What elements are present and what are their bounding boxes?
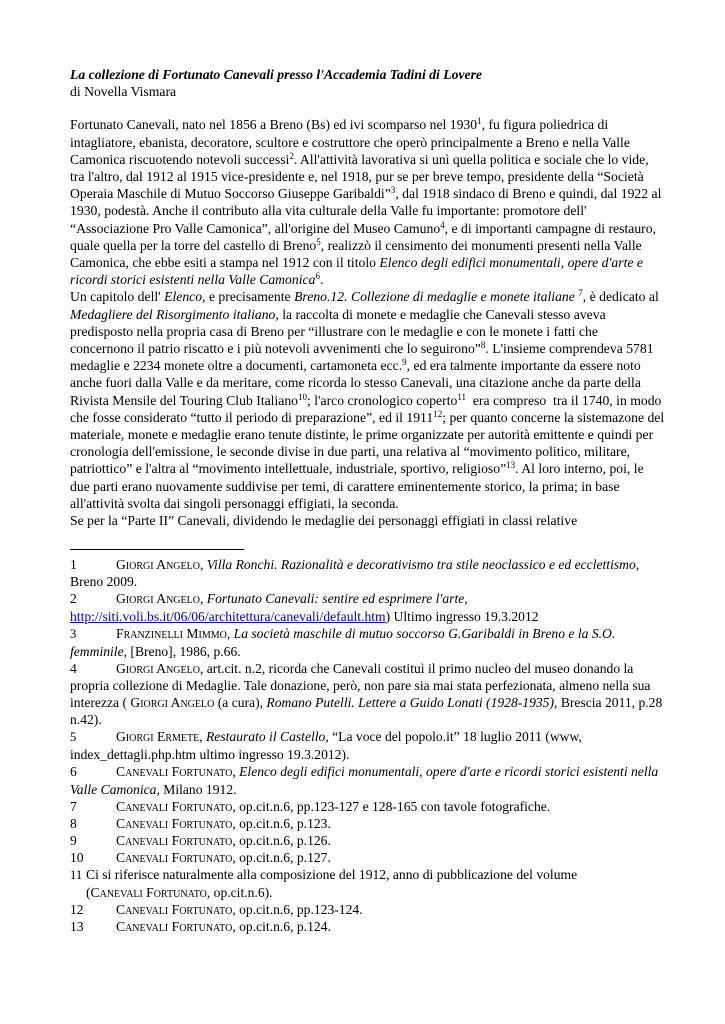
footnote-ref-8[interactable]: 8 xyxy=(480,340,486,351)
footnote-6: 6 Canevali Fortunato, Elenco degli edifici monumentali, opere d'arte e ricordi storici esistenti nella Valle Camonica, Milano 1912. xyxy=(70,764,659,797)
footnote-ref-10[interactable]: 10 xyxy=(298,391,308,402)
footnote-ref-5[interactable]: 5 xyxy=(316,236,321,247)
document-body xyxy=(70,116,665,529)
footnote-2: 2 Giorgi Angelo, Fortunato Canevali: sentire ed esprimere l'arte, http://siti.voli.bs.it/06/06/architettura/canevali/default.htm) Ultimo ingresso 19.3.2012 xyxy=(70,591,539,624)
footnote-5: 5 Giorgi Ermete, Restaurato il Castello, “La voce del popolo.it” 18 luglio 2011 (www, index_dettagli.php.htm ultimo ingresso 19.3.2012). xyxy=(70,729,582,763)
footnote-separator xyxy=(70,549,244,550)
footnote-12: 12 Canevali Fortunato, op.cit.n.6, pp.123-124. xyxy=(70,902,363,918)
paragraph-1: Fortunato Canevali, nato nel 1856 a Breno (Bs) ed ivi scomparso nel 1930$^1$, fu figura poliedrica di intagliatore, ebanista, decoratore, scultore e costruttore che operò principalmente a Breno e nella Valle Camonica riscuotendo notevoli successi$^2$. All'attività lavorativa si unì quella politica e sociale che lo vide, tra l'altro, dal 1912 al 1915 vice-presidente e, nel 1918, pur se per breve tempo, presidente della “Società Operaia Maschile di Mutuo Soccorso Giuseppe Garibaldi”$^3$, dal 1918 sindaco di Breno e quindi, dal 1922 al 1930, podestà. Anche il contributo alla vita culturale della Valle fu importante: promotore dell' “Associazione Pro Valle Camonica”, all'origine del Museo Camuno$^4$, e di importanti campagne di restauro, quale quella per la torre del castello di Breno$^5$, realizzò il censimento dei monumenti presenti nella Valle Camonica, che ebbe esiti a stampa nel 1912 con il titolo Elenco degli edifici monumentali, opere d'arte e ricordi storici esistenti nella Valle Camonica$^6$. xyxy=(70,116,662,288)
footnote-ref-12[interactable]: 12 xyxy=(433,408,443,419)
footnote-ref-2[interactable]: 2 xyxy=(289,150,294,161)
document-title: La collezione di Fortunato Canevali presso l'Accademia Tadini di Lovere xyxy=(70,67,483,82)
footnote-13: 13 Canevali Fortunato, op.cit.n.6, p.124. xyxy=(70,919,331,935)
footnote-4: 4 Giorgi Angelo, art.cit. n.2, ricorda che Canevali costituì il primo nucleo del museo donando la propria collezione di Medaglie. Tale donazione, però, non pare sia mai stata perfezionata, almeno nella sua interezza ( Giorgi Angelo (a cura), Romano Putelli. Lettere a Guido Lonati (1928-1935), Brescia 2011, p.28 n.42). xyxy=(70,660,663,728)
footnote-ref-3[interactable]: 3 xyxy=(390,185,396,196)
footnotes xyxy=(70,556,665,935)
footnote-ref-4[interactable]: 4 xyxy=(440,219,445,230)
footnote-ref-13[interactable]: 13 xyxy=(506,460,516,471)
footnote-10: 10 Canevali Fortunato, op.cit.n.6, p.127. xyxy=(70,849,331,865)
footnote-2-link[interactable]: http://siti.voli.bs.it/06/06/architettura/canevali/default.htm xyxy=(70,608,386,624)
footnote-9: 9 Canevali Fortunato, op.cit.n.6, p.126. xyxy=(70,832,331,848)
footnote-ref-1[interactable]: 1 xyxy=(477,116,482,127)
footnote-8: 8 Canevali Fortunato, op.cit.n.6, p.123. xyxy=(70,815,331,831)
footnote-11: 11 Ci si riferisce naturalmente alla composizione del 1912, anno di pubblicazione del volume (Canevali Fortunato, op.cit.n.6). xyxy=(70,866,578,901)
document-author: di Novella Vismara xyxy=(70,84,177,100)
footnote-3: 3 Franzinelli Mimmo, La società maschile di mutuo soccorso G.Garibaldi in Breno e la S.O. femminile, [Breno], 1986, p.66. xyxy=(70,625,616,659)
paragraph-3: Se per la “Parte II” Canevali, dividendo le medaglie dei personaggi effigiati in classi relative xyxy=(70,513,578,529)
footnote-1: 1 Giorgi Angelo, Villa Ronchi. Razionalità e decorativismo tra stile neoclassico e ed ecclettismo, Breno 2009. xyxy=(70,557,640,590)
footnote-7: 7 Canevali Fortunato, op.cit.n.6, pp.123-127 e 128-165 con tavole fotografiche. xyxy=(70,798,551,814)
footnote-ref-7[interactable]: 7 xyxy=(578,288,583,299)
footnote-ref-11[interactable]: 11 xyxy=(457,391,467,402)
footnote-ref-6[interactable]: 6 xyxy=(315,271,320,282)
footnote-ref-9[interactable]: 9 xyxy=(402,357,407,368)
paragraph-2: Un capitolo dell' Elenco, e precisamente Breno.12. Collezione di medaglie e monete italiane $^7$, è dedicato al Medagliere del Risorgimento italiano, la raccolta di monete e medaglie che Canevali stesso aveva predisposto nella propria casa di Breno per “illustrare con le medaglie e con le monete i fatti che concernono il patrio riscatto e i più notevoli avvenimenti che lo seguirono”$^8$. L'insieme comprendeva 5781 medaglie e 2234 monete oltre a documenti, cartamoneta ecc.$^9$, ed era talmente importante da essere noto anche fuori dalla Valle e da meritare, come ricorda lo stesso Canevali, una citazione anche da parte della Rivista Mensile del Touring Club Italiano$^{10}$; l'arco cronologico coperto$^{11}$ era compreso tra il 1740, in modo che fosse considerato “tutto il periodo di preparazione”, ed il 1911$^{12}$; per quanto concerne la sistemazone del materiale, monete e medaglie erano tenute distinte, le prime organizzate per autorità emittente e quindi per cronologia dell'emissione, le seconde divise in due parti, una relativa al “movimento politico, militare, patriottico” e l'altra al “movimento intellettuale, industriale, sportivo, religioso”$^{13}$. Al loro interno, poi, le due parti erano nuovamente suddivise per temi, di carattere eminentemente storico, la prima; in base all'attività svolta dai singoli personaggi effigiati, la seconda. xyxy=(70,288,665,511)
